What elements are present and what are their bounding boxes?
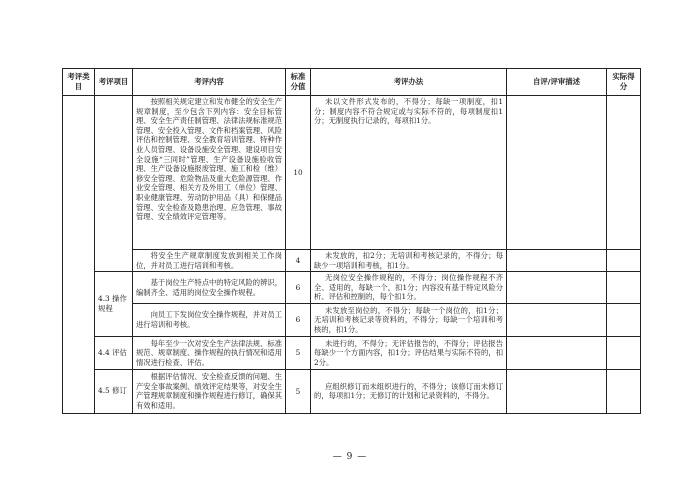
header-score: 标准分值 — [286, 69, 311, 96]
table-row — [63, 250, 641, 272]
header-content: 考评内容 — [133, 69, 286, 96]
category-cell — [63, 96, 95, 414]
method-cell: 应组织修订而未组织进行的，不得分；该修订而未修订的，每项扣1分；无修订的计划和记录资料的，不得分。 — [311, 369, 507, 413]
assessment-table — [62, 68, 641, 414]
table-row — [63, 96, 641, 250]
self-eval-cell[interactable] — [507, 369, 607, 413]
score-cell: 10 — [286, 96, 311, 250]
actual-score-cell[interactable] — [607, 96, 641, 250]
self-eval-cell[interactable] — [507, 96, 607, 250]
header-actual-score: 实际得分 — [607, 69, 641, 96]
score-cell: 4 — [286, 250, 311, 272]
self-eval-cell[interactable] — [507, 250, 607, 272]
header-item: 考评项目 — [95, 69, 133, 96]
table-row — [63, 336, 641, 369]
actual-score-cell[interactable] — [607, 272, 641, 304]
method-cell: 未发放至岗位的，不得分；每缺一个岗位的，扣1分；无培训和考核记录等资料的，不得分；每缺一个培训和考核的，扣1分。 — [311, 303, 507, 336]
content-cell: 向员工下发岗位安全操作规程，并对员工进行培训和考核。 — [133, 303, 286, 336]
method-cell: 无岗位安全操作规程的，不得分；岗位操作规程不齐全、适用的，每缺一个，扣1分；内容没有基于特定风险分析、评估和控制的，每个扣1分。 — [311, 272, 507, 304]
table-row — [63, 369, 641, 413]
item-cell: 4.5 修订 — [95, 369, 133, 413]
content-cell: 根据评估情况、安全检查反馈的问题、生产安全事故案例、绩效评定结果等，对安全生产管理规章制度和操作规程进行修订，确保其有效和适用。 — [133, 369, 286, 413]
self-eval-cell[interactable] — [507, 336, 607, 369]
method-cell: 未发放的，扣2分；无培训和考核记录的，不得分；每缺少一项培训和考核，扣1分。 — [311, 250, 507, 272]
self-eval-cell[interactable] — [507, 272, 607, 304]
self-eval-cell[interactable] — [507, 303, 607, 336]
item-cell — [95, 96, 133, 272]
table-row — [63, 303, 641, 336]
score-cell: 6 — [286, 272, 311, 304]
content-cell: 每年至少一次对安全生产法律法规、标准规范、规章制度、操作规程的执行情况和适用情况进行检查、评估。 — [133, 336, 286, 369]
actual-score-cell[interactable] — [607, 369, 641, 413]
page-number: — 9 — — [332, 452, 368, 462]
score-cell: 5 — [286, 336, 311, 369]
score-cell: 6 — [286, 303, 311, 336]
header-self-eval: 自评/评审描述 — [507, 69, 607, 96]
header-category: 考评类目 — [63, 69, 95, 96]
content-cell: 基于岗位生产特点中的特定风险的辨识，编制齐全、适用的岗位安全操作规程。 — [133, 272, 286, 304]
method-cell: 未进行的，不得分；无评估报告的，不得分；评估报告每缺少一个方面内容，扣1分；评估结果与实际不符的，扣2分。 — [311, 336, 507, 369]
header-method: 考评办法 — [311, 69, 507, 96]
assessment-table-sheet — [62, 68, 640, 414]
content-cell: 将安全生产规章制度发放到相关工作岗位，并对员工进行培训和考核。 — [133, 250, 286, 272]
actual-score-cell[interactable] — [607, 250, 641, 272]
score-cell: 5 — [286, 369, 311, 413]
actual-score-cell[interactable] — [607, 336, 641, 369]
content-cell: 按照相关规定建立和发布健全的安全生产规章制度，至少包含下列内容：安全目标管理、安全生产责任制管理、法律法规标准规范管理、安全投入管理、文件和档案管理、风险评估和控制管理、安全教育培训管理、特种作业人员管理、设备设施安全管理、建设项目安全设施“三同时”管理、生产设备设施验收管理、生产设备设施报废管理、施工和检（维）修安全管理、危险物品及重大危险源管理、作业安全管理、相关方及外用工（单位）管理、职业健康管理、劳动防护用品（具）和保健品管理、安全检查及隐患治理、应急管理、事故管理、安全绩效评定管理等。 — [133, 96, 286, 250]
actual-score-cell[interactable] — [607, 303, 641, 336]
method-cell: 未以文件形式发布的，不得分；每缺一项制度，扣1分；制度内容不符合规定或与实际不符的，每项制度扣1分；无制度执行记录的，每项扣1分。 — [311, 96, 507, 250]
item-cell: 4.3 操作规程 — [95, 272, 133, 337]
table-row — [63, 272, 641, 304]
item-cell: 4.4 评估 — [95, 336, 133, 369]
table-header-row — [63, 69, 641, 96]
